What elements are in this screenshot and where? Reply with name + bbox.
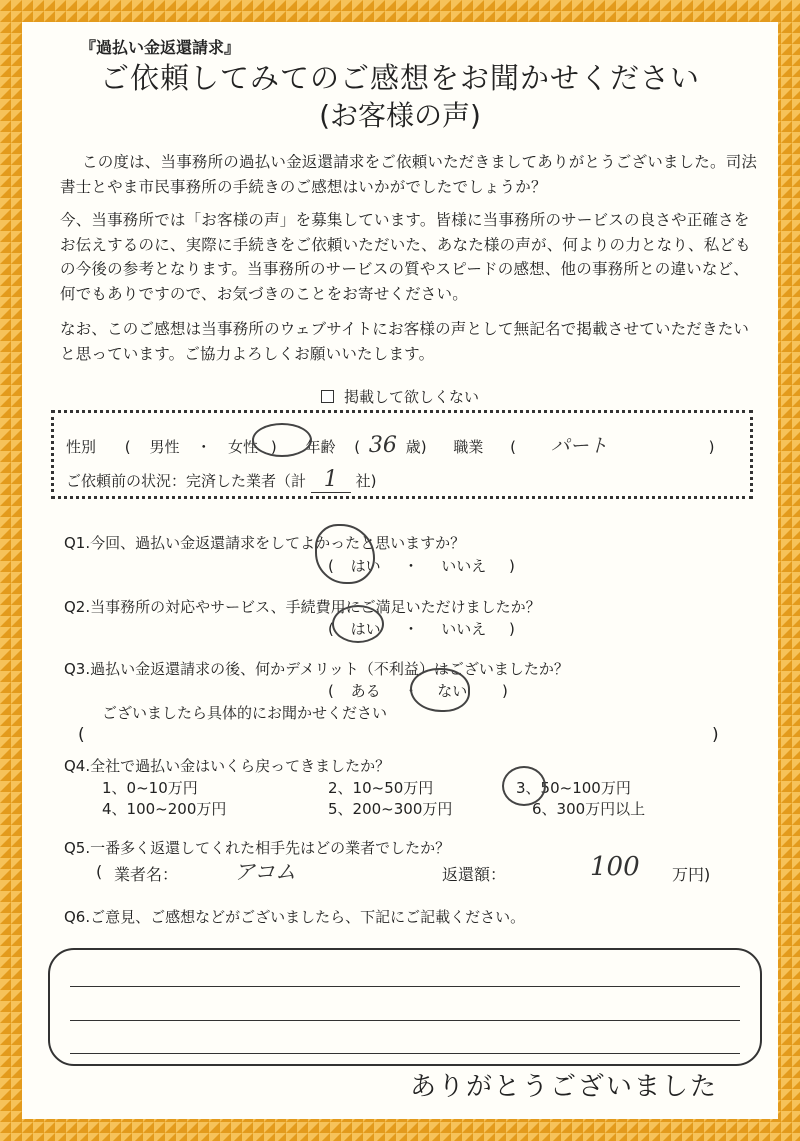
q3-detail-paren-open: ( (78, 725, 85, 745)
job-value[interactable]: パート (550, 435, 608, 457)
job-paren-close: ) (708, 438, 715, 456)
respondent-row-1 (66, 431, 714, 458)
q4-option-2[interactable]: 2、10~50万円 (328, 779, 434, 797)
publish-opt-out-label: 掲載して欲しくない (343, 388, 479, 406)
prior-status-count[interactable]: 1 (311, 467, 351, 493)
gender-separator: ・ (196, 438, 212, 456)
q2-text: Q2.当事務所の対応やサービス、手続費用にご満足いただけましたか？ (64, 598, 541, 616)
q3-no-circle-mark (410, 668, 470, 712)
q5-paren-open: ( (96, 862, 103, 881)
q4-option-3[interactable]: 3、50~100万円 (516, 779, 631, 797)
q3-yes-option[interactable]: ある (350, 682, 381, 700)
publish-opt-out-checkbox[interactable] (321, 390, 334, 403)
q2-yes-option[interactable]: はい (350, 620, 381, 638)
q4-option-6[interactable]: 6、300万円以上 (532, 800, 646, 818)
q3-paren-close: ) (502, 682, 508, 700)
job-paren-open: ( (510, 438, 516, 456)
intro-paragraph-3: なお、このご感想は当事務所のウェブサイトにお客様の声として無記名で掲載させていただきたいと思っています。ご協力よろしくお願いいたします。 (60, 320, 750, 363)
q2-yes-circle-mark (332, 605, 384, 643)
q1-paren-close: ) (509, 557, 515, 575)
q2-paren-open: ( (328, 620, 334, 638)
q1-paren-open: ( (328, 557, 334, 575)
q3-detail-paren-close: ) (712, 725, 719, 745)
female-circle-mark (252, 423, 312, 457)
q5-company-label: 業者名： (114, 865, 179, 884)
q1-no-option[interactable]: いいえ (441, 557, 487, 575)
comment-box[interactable] (48, 948, 762, 1066)
q4-option-5[interactable]: 5、200~300万円 (328, 800, 453, 818)
gender-male-option[interactable]: 男性 (149, 438, 180, 456)
q4-option-1[interactable]: 1、0~10万円 (102, 779, 198, 797)
gender-paren-open: ( (124, 438, 131, 456)
q4-option-3-circle-mark (502, 766, 546, 806)
page-title: ご依頼してみてのご感想をお聞かせください (99, 61, 700, 95)
intro-paragraph-1: この度は、当事務所の過払い金返還請求をご依頼いただきましてありがとうございました。司法書士とやま市民事務所の手続きのご感想はいかがでしたでしょうか？ (60, 153, 758, 196)
age-label: 年齢 (305, 438, 336, 456)
gender-label: 性別 (66, 438, 97, 456)
q2-paren-close: ) (509, 620, 515, 638)
q5-text: Q5.一番多く返還してくれた相手先はどの業者でしたか？ (64, 839, 451, 857)
q5-company-value[interactable]: アコム (234, 860, 296, 884)
comment-line-1 (70, 986, 740, 987)
gender-female-option[interactable]: 女性 (228, 438, 259, 456)
prior-status-label: ご依頼前の状況：完済した業者（計 (66, 472, 307, 490)
q3-paren-open: ( (328, 682, 334, 700)
q1-text: Q1.今回、過払い金返還請求をしてよかったと思いますか？ (64, 534, 466, 552)
q1-yes-option[interactable]: はい (350, 557, 381, 575)
q1-separator: ・ (403, 557, 419, 575)
publish-opt-out (22, 386, 778, 407)
age-value[interactable]: 36 (368, 433, 397, 458)
closing-thanks: ありがとうございました (410, 1072, 719, 1102)
q3-no-option[interactable]: ない (437, 682, 468, 700)
q2-no-option[interactable]: いいえ (441, 620, 487, 638)
survey-sheet (22, 22, 778, 1119)
comment-line-3 (70, 1053, 740, 1054)
q6-text: Q6.ご意見、ご感想などがございましたら、下記にご記載ください。 (64, 908, 526, 926)
respondent-info-box (51, 410, 753, 499)
q2-separator: ・ (403, 620, 419, 638)
q5-amount-unit: 万円) (672, 865, 711, 884)
page-subtitle: (お客様の声) (319, 99, 481, 132)
q5-amount-value[interactable]: 100 (590, 852, 640, 882)
form-tag: 『過払い金返還請求』 (80, 38, 241, 57)
age-paren-open: ( (354, 438, 361, 456)
q5-amount-label: 返還額： (442, 865, 507, 884)
intro-paragraph-2: 今、当事務所では「お客様の声」を募集しています。皆様に当事務所のサービスの良さや正確さをお伝えするのに、実際に手続きをご依頼いただいた、あなた様の声が、何よりの力となり、私どもの今後の参考となります。当事務所のサービスの質やスピードの感想、他の事務所との違いなど、何でもありですので、お気づきのことをお寄せください。 (60, 211, 751, 303)
q3-separator: ・ (403, 682, 419, 700)
q4-option-4[interactable]: 4、100~200万円 (102, 800, 227, 818)
gender-paren-close: ) (270, 438, 277, 456)
respondent-row-2 (66, 467, 376, 493)
q4-text: Q4.全社で過払い金はいくら戻ってきましたか？ (64, 757, 391, 775)
prior-status-unit: 社) (355, 472, 377, 490)
job-label: 職業 (453, 438, 484, 456)
comment-line-2 (70, 1020, 740, 1021)
q3-detail-prompt: ございましたら具体的にお聞かせください (102, 704, 388, 722)
q3-text: Q3.過払い金返還請求の後、何かデメリット（不利益）はございましたか？ (64, 660, 569, 678)
age-unit: 歳) (405, 438, 427, 456)
